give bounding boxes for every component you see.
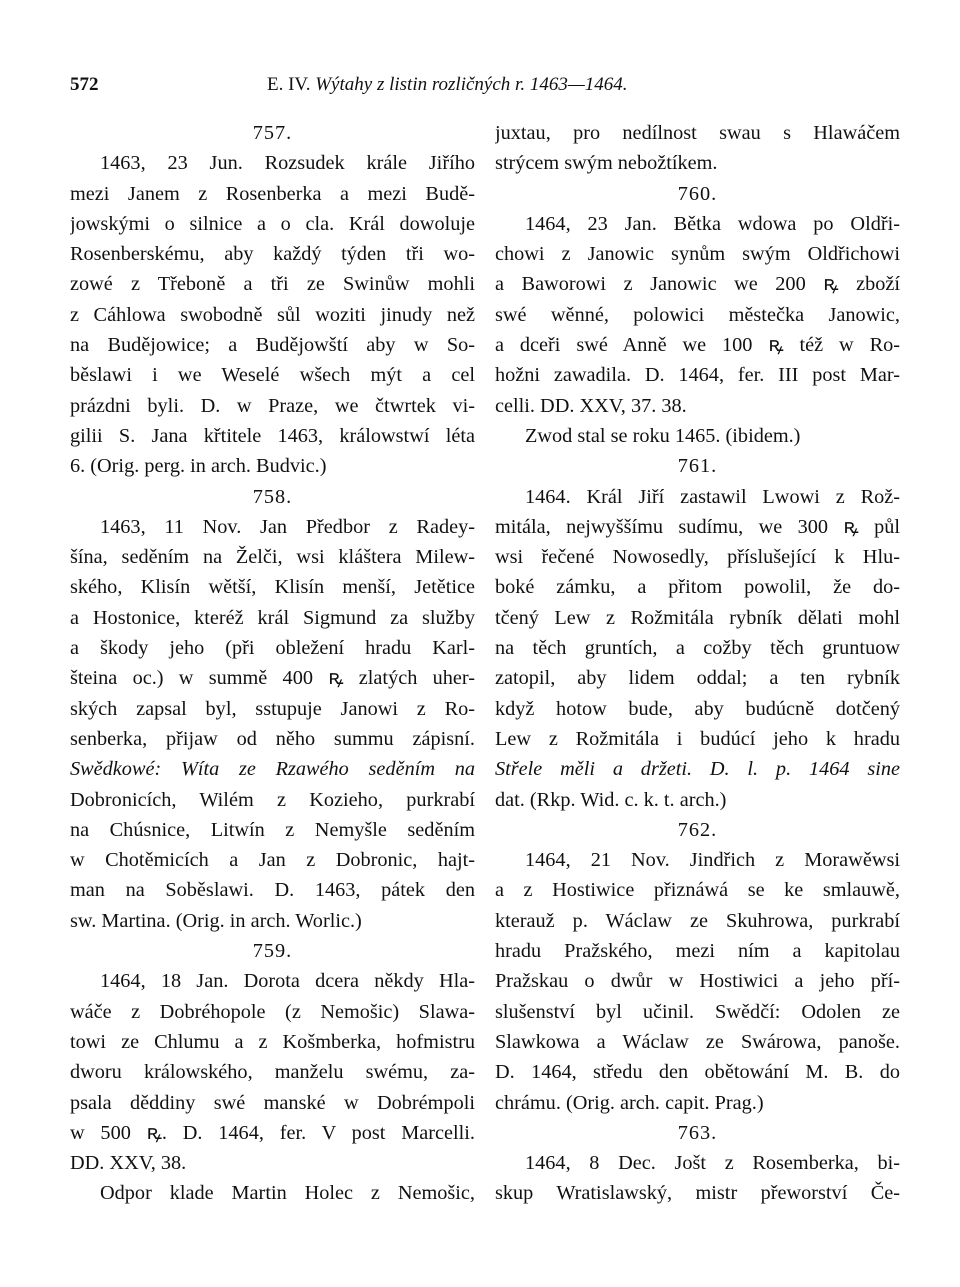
entry-number: 763. <box>677 1121 718 1144</box>
text-line: psala děddiny swé manské w Dobrémpoli <box>70 1091 475 1114</box>
text-line: a škody jeho (při obležení hradu Karl- <box>70 637 475 660</box>
text-line: towi ze Chlumu a z Košmberka, hofmistru <box>70 1030 475 1053</box>
text-line: strýcem swým nebožtíkem. <box>495 152 718 175</box>
text-line: swé wěnné, polowici městečka Janowic, <box>495 303 900 326</box>
text-line: 6. (Orig. perg. in arch. Budvic.) <box>70 455 327 478</box>
text-line: hožni zawadila. D. 1464, fer. III post Mar- <box>495 364 900 387</box>
text-line: a Hostonice, kteréž král Sigmund za služby <box>70 606 475 629</box>
text-line: chowi z Janowic synům swým Oldřichowi <box>495 243 900 266</box>
running-head <box>267 74 627 96</box>
page-header <box>70 74 900 104</box>
text-line: ských zapsal byl, sstupuje Janowi z Ro- <box>70 697 475 720</box>
text-line: šteina oc.) w summě 400 ꝶ zlatých uher- <box>70 667 475 690</box>
text-line: juxtau, pro nedílnost swau s Hlawáčem <box>495 122 900 144</box>
text-line: wsi řečené Nowosedly, příslušející k Hlu- <box>495 546 900 569</box>
text-line: boké zámku, a přitom powolil, že do- <box>495 576 900 599</box>
text-line: zowé z Třeboně a tři ze Swinůw mohli <box>70 273 475 296</box>
text-line: dworu králowského, manželu swému, za- <box>70 1061 475 1084</box>
text-line: Pražskau o dwůr w Hostiwici a jeho pří- <box>495 970 900 993</box>
text-line: zatopil, aby lidem oddal; a ten rybník <box>495 667 900 690</box>
text-line: a Baworowi z Janowic we 200 ꝶ zboží <box>495 273 900 296</box>
entry-number: 760. <box>677 182 718 205</box>
text-line: a z Hostiwice přiznáwá se ke smlauwě, <box>495 879 900 902</box>
text-line: tčený Lew z Rožmitála rybník dělati mohl <box>495 606 900 629</box>
entry-number: 762. <box>677 818 718 841</box>
running-head-section: E. IV. <box>267 74 311 95</box>
text-line: 1464. Král Jiří zastawil Lwowi z Rož- <box>525 485 900 508</box>
text-line: Střele měli a držeti. D. l. p. 1464 sine <box>495 758 900 781</box>
text-line: celli. DD. XXV, 37. 38. <box>495 394 687 417</box>
text-line: z Cáhlowa swobodně sůl woziti jinudy než <box>70 303 475 326</box>
left-column <box>70 118 475 1209</box>
text-line: 1464, 21 Nov. Jindřich z Morawěwsi <box>525 849 900 872</box>
page-number: 572 <box>70 74 99 95</box>
text-line: ského, Klisín wětší, Klisín menší, Jetětice <box>70 576 475 599</box>
text-line: kterauž p. Wáclaw ze Skuhrowa, purkrabí <box>495 909 900 932</box>
text-line: 1464, 23 Jan. Bětka wdowa po Oldři- <box>525 212 900 235</box>
text-line: Swědkowé: Wíta ze Rzawého seděním na <box>70 758 475 781</box>
text-line: chrámu. (Orig. arch. capit. Prag.) <box>495 1091 764 1114</box>
text-line: DD. XXV, 38. <box>70 1152 187 1175</box>
text-line: slušenství byl učinil. Swědčí: Odolen ze <box>495 1000 900 1023</box>
entry-number: 757. <box>252 122 293 144</box>
text-line: 1463, 11 Nov. Jan Předbor z Radey- <box>100 515 475 538</box>
text-line: skup Wratislawský, mistr přeworství Če- <box>495 1182 900 1205</box>
right-column <box>495 118 900 1209</box>
text-line: prázdni byli. D. w Praze, we čtwrtek vi- <box>70 394 475 417</box>
running-head-title: Wýtahy z listin rozličných r. 1463—1464. <box>315 74 628 95</box>
text-line: Slawkowa a Wáclaw ze Swárowa, panoše. <box>495 1030 900 1053</box>
entry-number: 758. <box>252 485 293 508</box>
text-line: na těch gruntích, a cožby těch gruntuow <box>495 637 900 660</box>
text-line: jowskými o silnice a o cla. Král dowoluje <box>70 212 475 235</box>
text-line: Odpor klade Martin Holec z Nemošic, <box>100 1182 475 1205</box>
text-line: a dceři swé Anně we 100 ꝶ též w Ro- <box>495 334 900 357</box>
text-line: 1464, 18 Jan. Dorota dcera někdy Hla- <box>100 970 475 993</box>
text-line: Dobronicích, Wilém z Kozieho, purkrabí <box>70 788 475 811</box>
text-line: mezi Janem z Rosenberka a mezi Budě- <box>70 182 475 205</box>
text-line: hradu Pražského, mezi ním a kapitolau <box>495 940 900 963</box>
text-line: man na Soběslawi. D. 1463, pátek den <box>70 879 475 902</box>
entry-number: 761. <box>677 455 718 478</box>
text-line: Zwod stal se roku 1465. (ibidem.) <box>525 424 801 447</box>
text-line: 1464, 8 Dec. Jošt z Rosemberka, bi- <box>525 1152 900 1175</box>
entry-number: 759. <box>252 940 293 963</box>
text-line: dat. (Rkp. Wid. c. k. t. arch.) <box>495 788 727 811</box>
text-line: sw. Martina. (Orig. in arch. Worlic.) <box>70 909 362 932</box>
text-line: gilii S. Jana křtitele 1463, králowstwí léta <box>70 424 475 447</box>
text-line: w 500 ꝶ. D. 1464, fer. V post Marcelli. <box>70 1121 475 1144</box>
text-line: když hotow bude, aby budúcně dotčený <box>495 697 900 720</box>
text-line: 1463, 23 Jun. Rozsudek krále Jiřího <box>100 152 475 175</box>
text-line: Rosenberskému, aby každý týden tři wo- <box>70 243 475 266</box>
text-line: senberka, přijaw od něho summu zápisní. <box>70 727 475 750</box>
text-line: wáče z Dobréhopole (z Nemošic) Slawa- <box>70 1000 475 1023</box>
text-line: Lew z Rožmitála i budúcí jeho k hradu <box>495 727 900 750</box>
text-line: mitála, nejwyššímu sudímu, we 300 ꝶ půl <box>495 515 900 538</box>
text-line: šína, seděním na Želči, wsi kláštera Milew- <box>70 546 475 569</box>
text-line: D. 1464, středu den obětowání M. B. do <box>495 1061 900 1084</box>
text-line: běslawi i we Weselé wšech mýt a cel <box>70 364 475 387</box>
text-line: na Chúsnice, Litwín z Nemyšle seděním <box>70 818 475 841</box>
text-line: na Budějowice; a Budějowští aby w So- <box>70 334 475 357</box>
text-line: w Chotěmicích a Jan z Dobronic, hajt- <box>70 849 475 872</box>
